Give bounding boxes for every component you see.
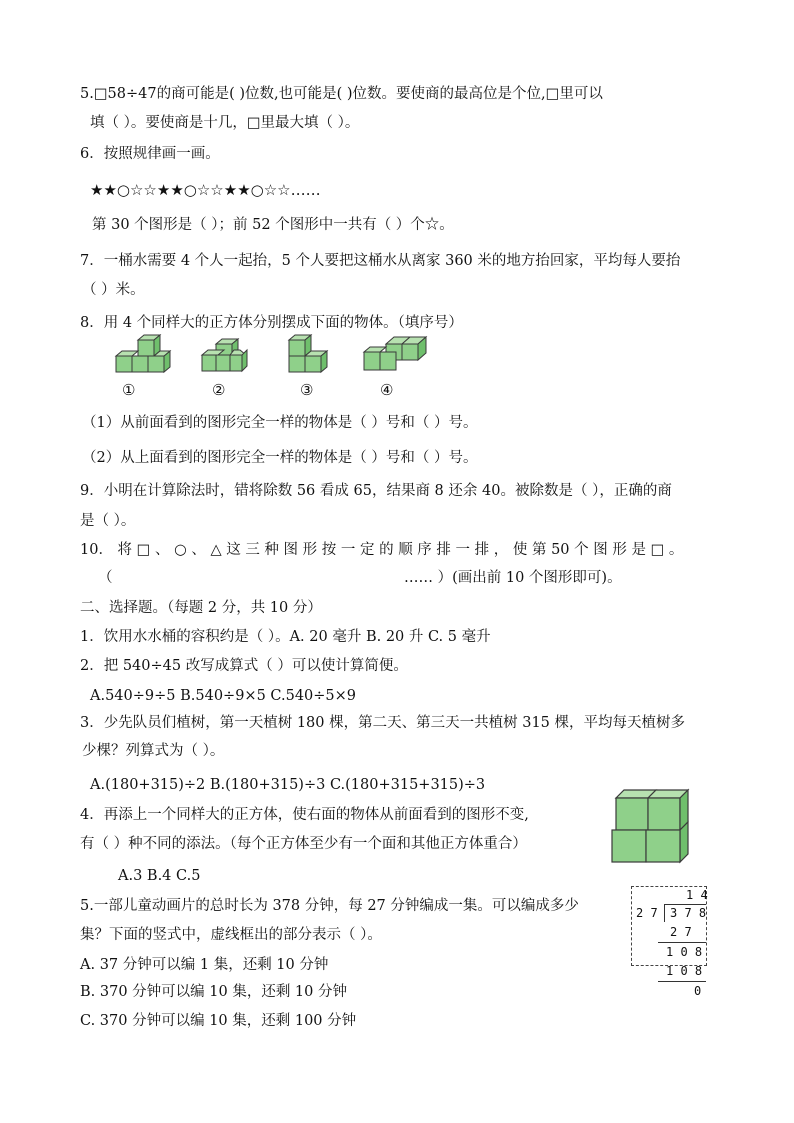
- c5-line1: 5.一部儿童动画片的总时长为 378 分钟，每 27 分钟编成一集。可以编成多少: [80, 898, 579, 914]
- q10-line1: 10． 将 □ 、 ○ 、 △ 这 三 种 图 形 按 一 定 的 顺 序 排 一 排 ， 使 第 50 个 图 形 是 □ 。: [80, 542, 684, 558]
- q5-line2: 填（ ）。要使商是十几，□里最大填（ ）。: [90, 115, 360, 131]
- c5-option-c: C. 370 分钟可以编 10 集，还剩 100 分钟: [80, 1013, 357, 1029]
- c2-options: A.540÷9÷5 B.540÷9×5 C.540÷5×9: [90, 688, 357, 704]
- division-bracket: [664, 904, 665, 922]
- c3-line1: 3．少先队员们植树，第一天植树 180 棵，第二天、第三天一共植树 315 棵，平均每天植树多: [80, 715, 686, 731]
- quotient: 1 4: [686, 888, 708, 902]
- step2-line: [658, 981, 706, 982]
- q8-label-3: ③: [300, 381, 314, 399]
- step2-product: 1 0 8: [666, 964, 703, 978]
- long-division: [628, 884, 718, 1004]
- q8-sub2: （2）从上面看到的图形完全一样的物体是（ ）号和（ ）号。: [82, 450, 478, 466]
- final-remainder: 0: [694, 984, 702, 998]
- c5-line2: 集？下面的竖式中，虚线框出的部分表示（ ）。: [80, 927, 382, 943]
- c4-options: A.3 B.4 C.5: [118, 868, 201, 884]
- c1-line: 1．饮用水水桶的容积约是（ ）。A. 20 毫升 B. 20 升 C. 5 毫升: [80, 629, 491, 645]
- c3-line2: 少棵？列算式为（ ）。: [82, 743, 225, 759]
- division-bar: [664, 904, 706, 905]
- q8-figure-1: [112, 334, 172, 378]
- q7-line1: 7．一桶水需要 4 个人一起抬，5 个人要把这桶水从离家 360 米的地方抬回家，平均每人要抬: [80, 253, 681, 269]
- q9-line1: 9．小明在计算除法时，错将除数 56 看成 65，结果商 8 还余 40。被除数是（ ），正确的商: [80, 483, 672, 499]
- q6-question: 第 30 个图形是（ ）；前 52 个图形中一共有（ ）个☆。: [92, 217, 454, 233]
- c2-line: 2．把 540÷45 改写成算式（ ）可以使计算简便。: [80, 658, 408, 674]
- c4-line2: 有（ ）种不同的添法。（每个正方体至少有一个面和其他正方体重合）: [80, 836, 527, 852]
- q8-figure-2: [200, 338, 248, 376]
- q8-title: 8．用 4 个同样大的正方体分别摆成下面的物体。（填序号）: [80, 315, 463, 331]
- q8-label-2: ②: [212, 381, 226, 399]
- q8-sub1: （1）从前面看到的图形完全一样的物体是（ ）号和（ ）号。: [82, 415, 478, 431]
- step1-line: [658, 942, 706, 943]
- q8-figure-4: [362, 334, 428, 378]
- c4-line1: 4．再添上一个同样大的正方体，使右面的物体从前面看到的图形不变,: [80, 807, 529, 823]
- section-2-title: 二、选择题。（每题 2 分，共 10 分）: [80, 600, 322, 616]
- c3-options: A.(180+315)÷2 B.(180+315)÷3 C.(180+315+315)÷3: [90, 777, 486, 793]
- q8-label-1: ①: [122, 381, 136, 399]
- step1-product: 2 7: [670, 925, 692, 939]
- divisor: 2 7: [636, 906, 658, 920]
- q8-figure-3: [285, 334, 335, 378]
- c5-option-a: A. 37 分钟可以编 1 集，还剩 10 分钟: [80, 957, 329, 973]
- q7-line2: （ ）米。: [82, 282, 145, 298]
- dividend: 3 7 8: [670, 906, 707, 920]
- q10-line2: …… ）(画出前 10 个图形即可)。: [404, 570, 622, 586]
- c4-cube-figure: [608, 786, 692, 866]
- q5-line1: 5.□58÷47的商可能是( )位数,也可能是( )位数。要使商的最高位是个位,□里可以: [80, 86, 603, 102]
- q6-pattern: ★★○☆☆★★○☆☆★★○☆☆……: [90, 181, 321, 199]
- q8-label-4: ④: [380, 381, 394, 399]
- q9-line2: 是（ ）。: [80, 513, 136, 529]
- c5-option-b: B. 370 分钟可以编 10 集，还剩 10 分钟: [80, 984, 347, 1000]
- q6-title: 6．按照规律画一画。: [80, 146, 220, 162]
- q10-open-paren: （: [98, 570, 113, 586]
- step1-remainder: 1 0 8: [666, 945, 703, 959]
